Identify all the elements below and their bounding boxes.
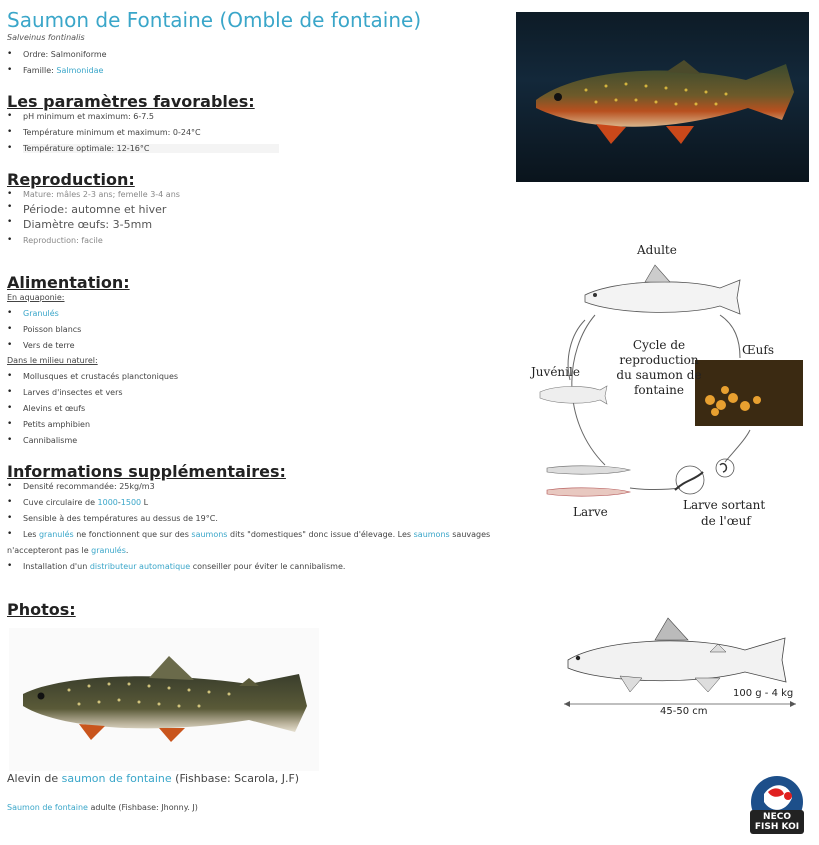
info-text: n'accepteront pas le [7, 546, 92, 555]
info-text: Cuve circulaire de [23, 498, 98, 507]
info-item: • Densité recommandée: 25kg/m3 [23, 482, 155, 491]
alevin-photo [9, 628, 319, 771]
repro-heading: Reproduction: [7, 170, 135, 189]
logo-line: NECO [763, 812, 791, 822]
cycle-label-juvenile: Juvénile [531, 365, 580, 379]
naturel-item: • Petits amphibien [23, 420, 90, 429]
info-item [23, 530, 490, 539]
naturel-item: • Larves d'insectes et vers [23, 388, 123, 397]
info-item [23, 498, 148, 507]
params-heading: Les paramètres favorables: [7, 92, 255, 111]
params-item: • pH minimum et maximum: 6-7.5 [23, 112, 154, 121]
caption-alevin [7, 772, 299, 785]
caption-text: Alevin de [7, 772, 62, 785]
naturel-label: Dans le milieu naturel: [7, 356, 98, 365]
aquaponie-label: En aquaponie: [7, 293, 65, 302]
infos-heading: Informations supplémentaires: [7, 462, 286, 481]
juvenile-illustration [540, 386, 607, 404]
cycle-label-larve: Larve [573, 505, 608, 519]
info-text: dits "domestiques" donc issue d'élevage. Les [227, 530, 414, 539]
info-text: L [141, 498, 149, 507]
size-weight: 100 g - 4 kg [733, 688, 794, 699]
info-text: sauvages [449, 530, 491, 539]
cycle-label-adulte: Adulte [637, 243, 677, 257]
famille-item [23, 66, 103, 75]
ordre-item: • Ordre: Salmoniforme [23, 50, 107, 59]
reproduction-cycle-diagram [525, 240, 810, 535]
logo-line: FISH KOI [754, 822, 800, 832]
cycle-label-larve-sortant: de l'œuf [701, 514, 751, 528]
cycle-center-title [615, 338, 703, 398]
info-text: Les [23, 530, 39, 539]
photos-heading: Photos: [7, 600, 76, 619]
repro-item: • Diamètre œufs: 3-5mm [23, 218, 152, 231]
info-text: Installation d'un [23, 562, 90, 571]
cycle-label-oeufs: Œufs [742, 343, 774, 357]
info-item [23, 562, 345, 571]
aquaponie-item: • Vers de terre [23, 341, 75, 350]
size-length: 45-50 cm [660, 706, 708, 717]
naturel-item: • Mollusques et crustacés planctoniques [23, 372, 178, 381]
logo-text [744, 812, 810, 832]
page-title: Saumon de Fontaine (Omble de fontaine) [7, 8, 422, 32]
params-item: • Température optimale: 12-16°C [23, 144, 279, 153]
larva-illustration [547, 466, 630, 474]
famille-link[interactable]: Salmonidae [56, 66, 104, 75]
info-text: - [117, 498, 121, 507]
cycle-center-line: Cycle de [632, 338, 686, 352]
cycle-center-line: du saumon de [616, 368, 702, 382]
repro-item: • Période: automne et hiver [23, 203, 166, 216]
info-text: conseiller pour éviter le cannibalisme. [190, 562, 346, 571]
saumons-link[interactable]: saumons [191, 530, 228, 539]
size-diagram [560, 612, 800, 722]
naturel-item: • Cannibalisme [23, 436, 77, 445]
famille-label: Famille: [23, 66, 57, 75]
eggs-illustration [695, 360, 803, 426]
caption-adulte [7, 803, 198, 812]
cycle-label-larve-sortant: Larve sortant [683, 498, 766, 512]
caption-text: adulte (Fishbase: Jhonny. J) [87, 803, 198, 812]
adult-fish-illustration [585, 265, 740, 314]
saumon-de-fontaine-link[interactable]: saumon de fontaine [61, 772, 172, 785]
volume-link-1500[interactable]: 1500 [120, 498, 142, 507]
info-item: • Sensible à des températures au dessus de 19°C. [23, 514, 218, 523]
params-item: • Température minimum et maximum: 0-24°C [23, 128, 201, 137]
cycle-center-line: reproduction [619, 353, 699, 367]
caption-text: (Fishbase: Scarola, J.F) [171, 772, 300, 785]
alimentation-heading: Alimentation: [7, 273, 130, 292]
cycle-center-line: fontaine [633, 383, 685, 397]
info-text: . [125, 546, 129, 555]
aquaponie-item: • Poisson blancs [23, 325, 81, 334]
info-text: ne fonctionnent que sur des [73, 530, 192, 539]
aquaponie-item-link[interactable]: • Granulés [23, 309, 59, 318]
saumon-de-fontaine-link[interactable]: Saumon de fontaine [7, 803, 88, 812]
saumons-link[interactable]: saumons [413, 530, 450, 539]
granules-link[interactable]: granulés [38, 530, 74, 539]
info-item-continuation [7, 546, 128, 555]
repro-item: • Reproduction: facile [23, 236, 103, 245]
granules-link[interactable]: granulés [91, 546, 126, 555]
adult-trout-photo [516, 12, 809, 182]
neco-fish-koi-logo[interactable] [744, 772, 810, 838]
naturel-item: • Alevins et œufs [23, 404, 85, 413]
volume-link-1000[interactable]: 1000 [97, 498, 118, 507]
repro-item: • Mature: mâles 2-3 ans; femelle 3-4 ans [23, 190, 180, 199]
scientific-name: Salveinus fontinalis [7, 33, 85, 42]
distributeur-link[interactable]: distributeur automatique [89, 562, 191, 571]
